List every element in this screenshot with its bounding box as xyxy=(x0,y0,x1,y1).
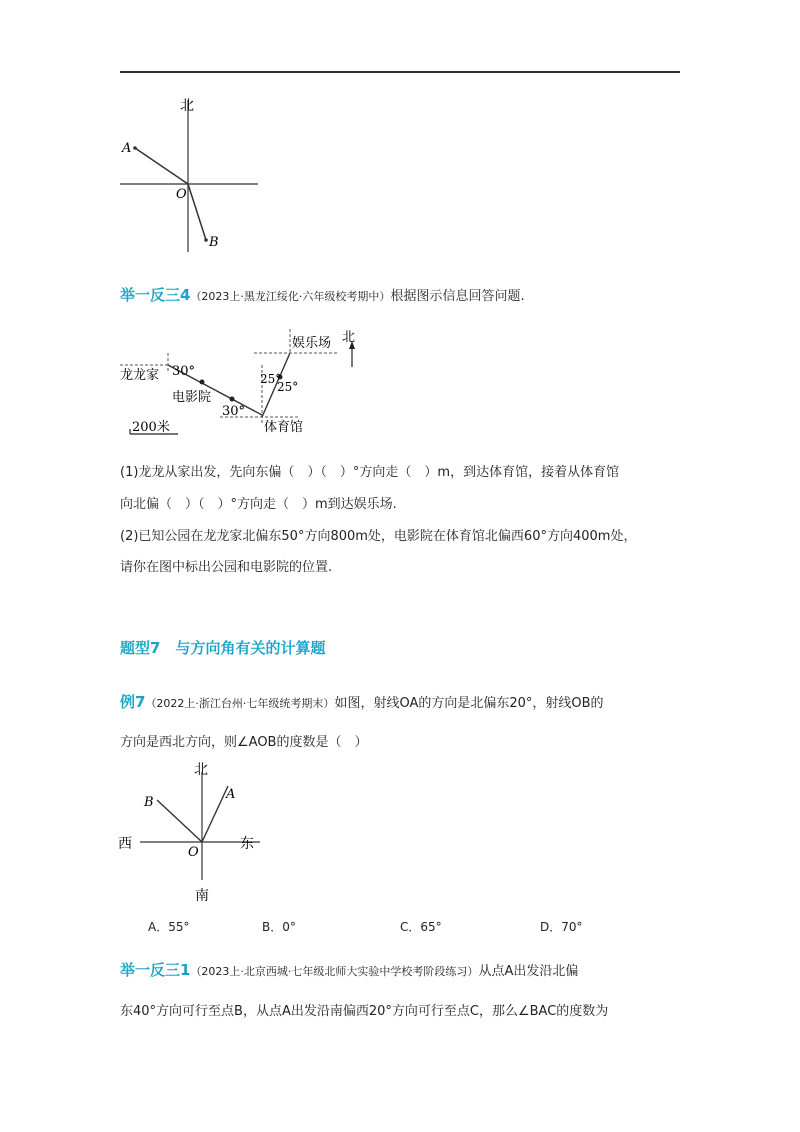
example-7-line-1 xyxy=(120,692,604,714)
fig2-amusement-label: 娱乐场 xyxy=(292,336,332,351)
practice-4-tag: 举一反三4 xyxy=(120,286,191,304)
fig3-point-a-label: A xyxy=(226,787,236,802)
fig2-angle-home: 30° xyxy=(172,364,196,379)
practice-1-text-1: 从点A出发沿北偏 xyxy=(478,964,579,979)
fig1-point-b-label: B xyxy=(209,235,219,250)
example-7-source: （2022上·浙江台州·七年级统考期末） xyxy=(145,697,335,710)
fig2-scale-label: 200米 xyxy=(132,420,170,435)
practice-1-tag: 举一反三1 xyxy=(120,961,191,979)
example-7-text-1: 如图，射线OA的方向是北偏东20°，射线OB的 xyxy=(334,696,604,711)
practice-1-line-1 xyxy=(120,960,578,982)
option-c[interactable]: C．65° xyxy=(400,920,442,934)
example-7-line-2: 方向是西北方向，则∠AOB的度数是（ ） xyxy=(120,735,368,750)
question-2-line-1: (2)已知公园在龙龙家北偏东50°方向800m处，电影院在体育馆北偏西60°方向400m处， xyxy=(120,529,637,544)
question-1-line-2: 向北偏（ ）（ ）°方向走（ ）m到达娱乐场. xyxy=(120,497,397,512)
fig1-point-a-label: A xyxy=(122,141,132,156)
fig2-angle-amusement: 25° xyxy=(277,380,299,394)
fig2-gym-label: 体育馆 xyxy=(264,420,304,435)
option-d[interactable]: D．70° xyxy=(540,920,583,934)
practice-1-line-2: 东40°方向可行至点B，从点A出发沿南偏西20°方向可行至点C，那么∠BAC的度数为 xyxy=(120,1004,609,1019)
section-7-title: 题型7 与方向角有关的计算题 xyxy=(120,639,326,657)
question-1-line-1: (1)龙龙从家出发，先向东偏（ ）（ ）°方向走（ ）m，到达体育馆，接着从体育馆 xyxy=(120,465,620,480)
fig3-point-o-label: O xyxy=(188,845,199,860)
figure-3-compass-diagram xyxy=(110,758,270,908)
figure-2-route-map xyxy=(120,325,380,445)
fig3-west-label: 西 xyxy=(118,836,132,852)
fig1-point-o-label: O xyxy=(176,187,187,202)
figure-1-direction-diagram xyxy=(110,90,270,260)
fig2-cinema-label: 电影院 xyxy=(172,390,212,405)
top-rule xyxy=(120,71,680,73)
fig1-north-label: 北 xyxy=(180,98,194,114)
fig2-north-label: 北 xyxy=(342,330,356,345)
example-7-tag: 例7 xyxy=(120,693,146,711)
fig3-point-b-label: B xyxy=(144,795,154,810)
practice-4-heading xyxy=(120,285,525,307)
fig2-home-label: 龙龙家 xyxy=(120,368,160,383)
fig3-south-label: 南 xyxy=(195,888,209,904)
practice-4-text: 根据图示信息回答问题. xyxy=(390,289,525,304)
option-a[interactable]: A．55° xyxy=(148,920,190,934)
option-b[interactable]: B．0° xyxy=(262,920,296,934)
practice-4-source: （2023上·黑龙江绥化·六年级校考期中） xyxy=(190,290,391,303)
fig2-angle-gym-left: 30° xyxy=(222,404,246,419)
question-2-line-2: 请你在图中标出公园和电影院的位置. xyxy=(120,560,333,575)
fig3-east-label: 东 xyxy=(240,836,254,852)
fig3-north-label: 北 xyxy=(194,762,208,778)
fig2-angle-gym-right: 25° xyxy=(260,372,282,386)
practice-1-source: （2023上·北京西城·七年级北师大实验中学校考阶段练习） xyxy=(190,965,479,978)
